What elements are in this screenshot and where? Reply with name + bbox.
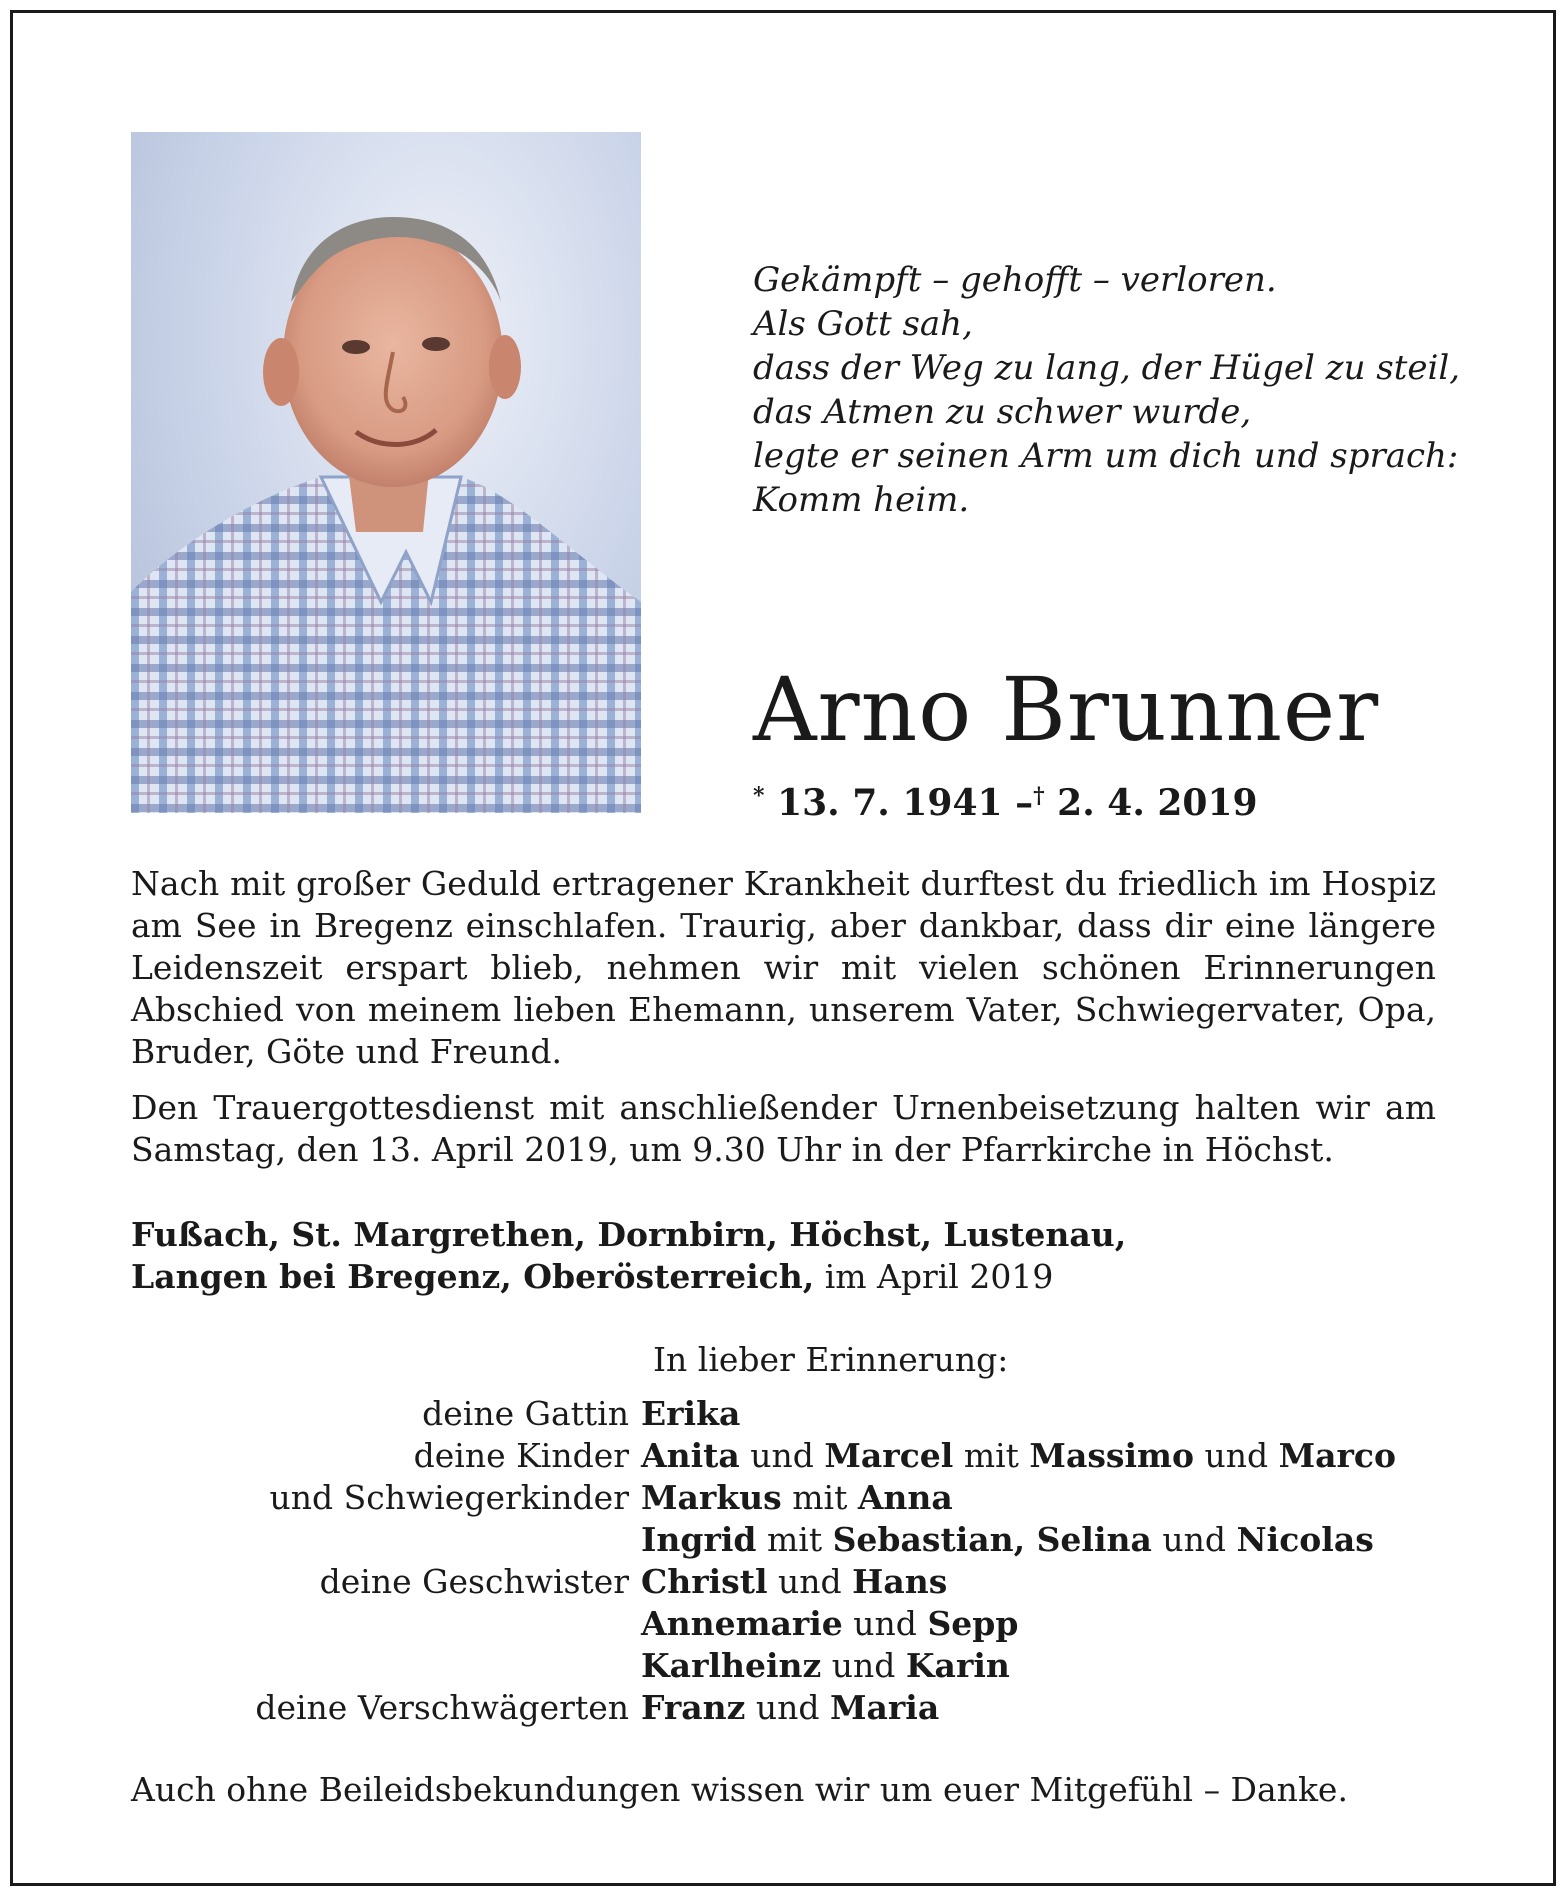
closing-line: Auch ohne Beileidsbekundungen wissen wir um euer Mitgefühl – Danke. — [131, 1770, 1348, 1809]
death-cross-icon: † — [1033, 783, 1045, 809]
verse-line: Komm heim. — [753, 480, 970, 520]
relative-names — [641, 1477, 953, 1519]
name-connector: mit — [953, 1436, 1030, 1475]
relative-name: Marco — [1278, 1436, 1396, 1475]
relative-name: Hans — [852, 1562, 948, 1601]
relative-name: Nicolas — [1236, 1520, 1374, 1559]
name-connector: mit — [781, 1478, 858, 1517]
relative-name: Franz — [641, 1688, 746, 1727]
relative-name: Sebastian, Selina — [832, 1520, 1152, 1559]
name-connector: mit — [756, 1520, 833, 1559]
family-row — [131, 1645, 1451, 1687]
family-row — [131, 1687, 1451, 1729]
places-list: Langen bei Bregenz, Oberösterreich, — [131, 1257, 815, 1296]
name-connector: und — [767, 1562, 853, 1601]
places-line — [131, 1214, 1126, 1298]
relation-label: deine Geschwister — [319, 1562, 629, 1601]
name-connector: und — [1193, 1436, 1279, 1475]
relative-name: Marcel — [824, 1436, 954, 1475]
name-connector: und — [745, 1688, 830, 1727]
relative-names — [641, 1561, 947, 1603]
verse-poem — [753, 258, 1460, 522]
relation-label: deine Kinder — [413, 1436, 629, 1475]
family-row — [131, 1435, 1451, 1477]
places-list: Fußach, St. Margrethen, Dornbirn, Höchst, Lustenau, — [131, 1215, 1127, 1254]
relative-name: Christl — [641, 1562, 768, 1601]
birth-date: 13. 7. 1941 — [777, 782, 1003, 824]
name-connector: und — [739, 1436, 825, 1475]
relative-name: Sepp — [927, 1604, 1019, 1643]
relation-label — [131, 1519, 641, 1561]
announcement-paragraph: Nach mit großer Geduld ertragener Krankheit durftest du friedlich im Hospiz am See in Bregenz einschlafen. Traurig, aber dankbar, dass dir eine längere Leidenszeit erspart blieb, nehmen wir mit vielen schönen Erinnerungen Abschied von meinem lieben Ehemann, unserem Vater, Schwiegervater, Opa, Bruder, Göte und Freund. — [131, 864, 1436, 1071]
name-connector: und — [821, 1646, 906, 1685]
relative-names — [641, 1435, 1396, 1477]
verse-line: Gekämpft – gehofft – verloren. — [753, 260, 1277, 300]
relation-label — [131, 1645, 641, 1687]
family-row — [131, 1393, 1451, 1435]
verse-line: Als Gott sah, — [753, 304, 973, 344]
relative-name: Annemarie — [641, 1604, 843, 1643]
relative-name: Markus — [641, 1478, 782, 1517]
deceased-name: Arno Brunner — [753, 658, 1380, 761]
relation-label: deine Gattin — [422, 1394, 629, 1433]
relative-names — [641, 1687, 939, 1729]
relative-name: Ingrid — [641, 1520, 757, 1559]
verse-line: dass der Weg zu lang, der Hügel zu steil, — [753, 348, 1461, 388]
relation-label — [131, 1603, 641, 1645]
portrait-photo — [131, 132, 641, 813]
relative-name: Anita — [641, 1436, 740, 1475]
date-of-notice: im April 2019 — [824, 1257, 1054, 1296]
life-dates — [753, 782, 1258, 824]
portrait-photo-icon — [131, 132, 641, 813]
relation-label: deine Verschwägerten — [255, 1688, 629, 1727]
relative-names — [641, 1645, 1010, 1687]
family-row — [131, 1477, 1451, 1519]
relation-label: und Schwiegerkinder — [269, 1478, 629, 1517]
memory-heading: In lieber Erinnerung: — [653, 1340, 1009, 1379]
relative-name: Erika — [641, 1394, 741, 1433]
relative-name: Karlheinz — [641, 1646, 822, 1685]
death-date: 2. 4. 2019 — [1057, 782, 1258, 824]
family-list — [131, 1393, 1451, 1729]
relative-name: Maria — [829, 1688, 940, 1727]
verse-line: legte er seinen Arm um dich und sprach: — [753, 436, 1459, 476]
relative-name: Karin — [905, 1646, 1010, 1685]
family-row — [131, 1603, 1451, 1645]
verse-line: das Atmen zu schwer wurde, — [753, 392, 1252, 432]
date-separator: – — [1015, 782, 1034, 824]
family-row — [131, 1519, 1451, 1561]
relative-name: Massimo — [1029, 1436, 1194, 1475]
relative-name: Anna — [857, 1478, 953, 1517]
name-connector: und — [842, 1604, 928, 1643]
service-paragraph: Den Trauergottesdienst mit anschließender Urnenbeisetzung halten wir am Samstag, den 13. April 2019, um 9.30 Uhr in der Pfarrkirche in Höchst. — [131, 1088, 1436, 1169]
family-row — [131, 1561, 1451, 1603]
relative-names — [641, 1603, 1018, 1645]
birth-star-icon: * — [753, 783, 765, 809]
relative-names — [641, 1519, 1374, 1561]
name-connector: und — [1151, 1520, 1237, 1559]
relative-names — [641, 1393, 740, 1435]
